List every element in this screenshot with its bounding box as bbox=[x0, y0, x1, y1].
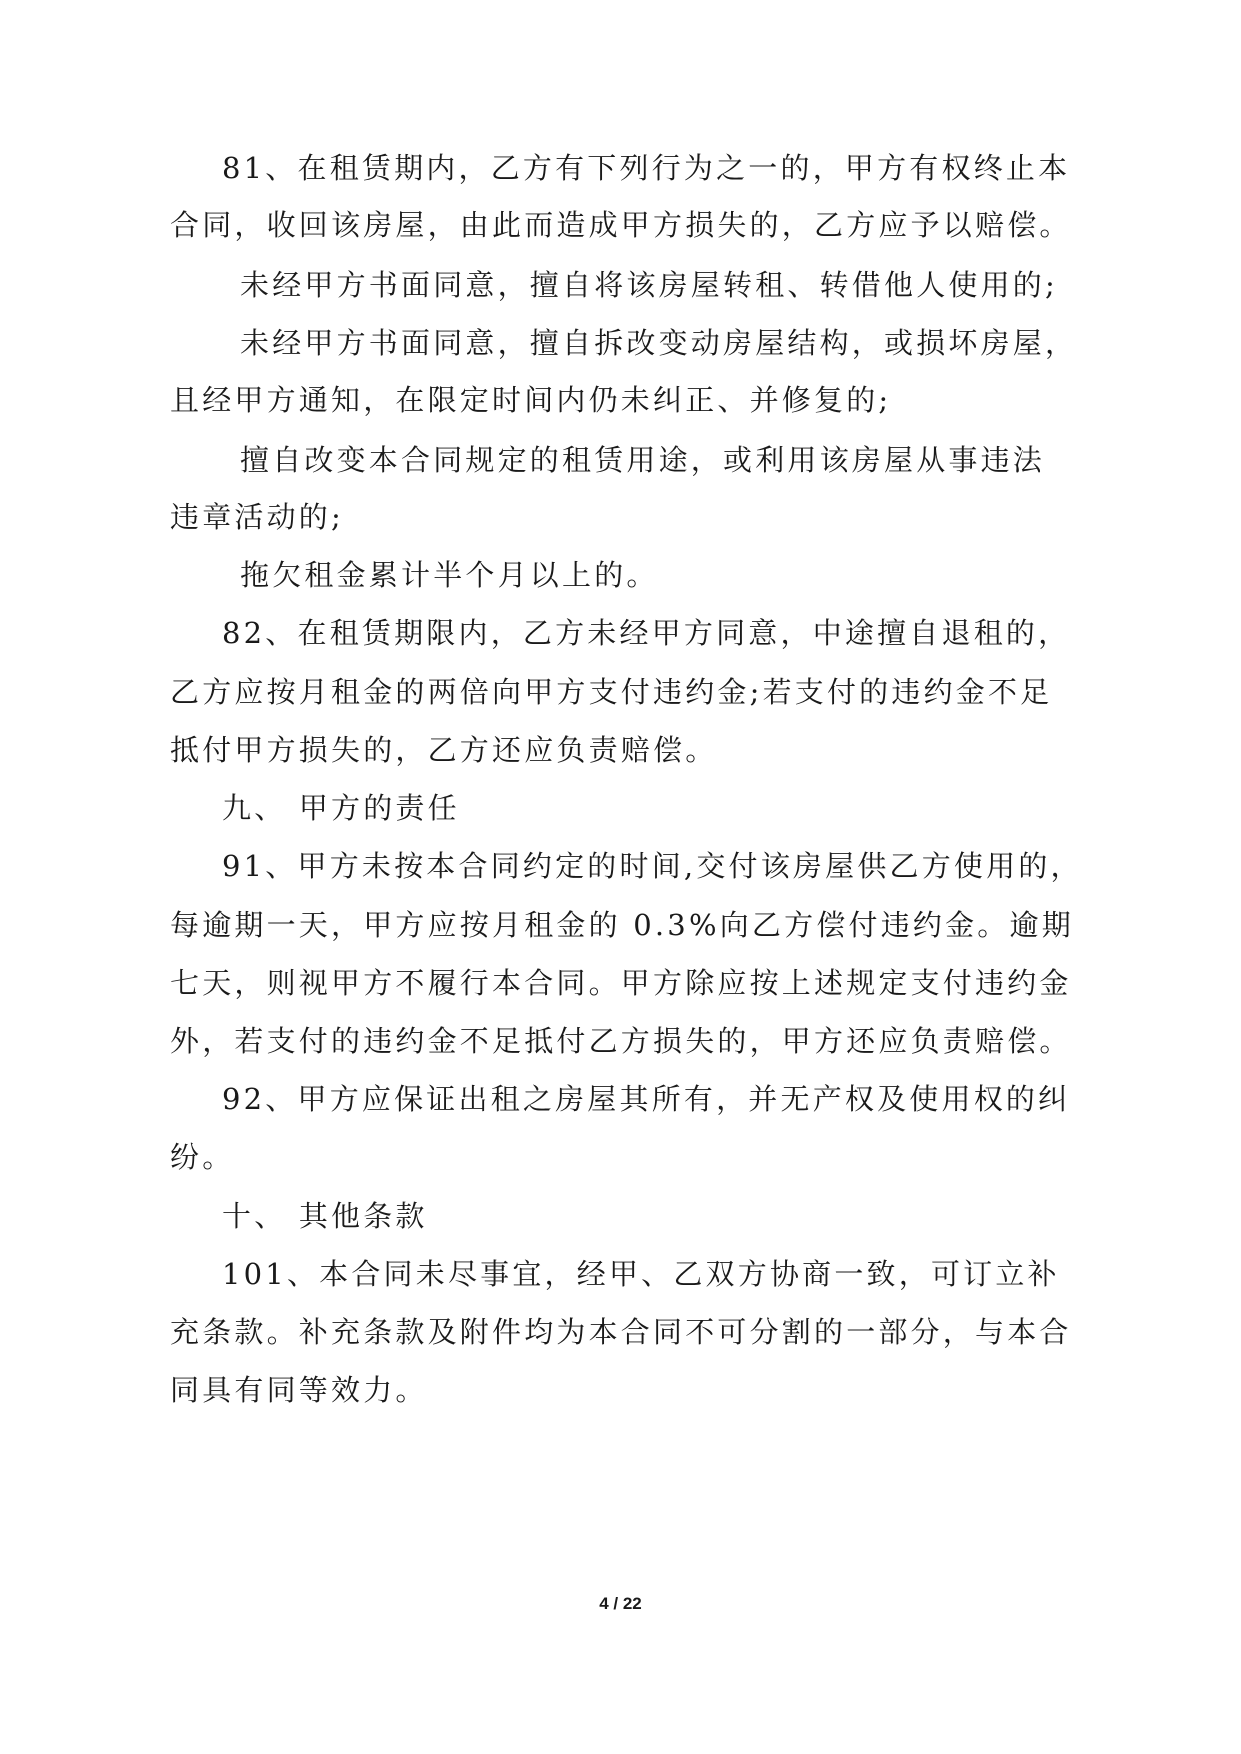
clause-92-line-2: 纷。 bbox=[170, 1140, 235, 1174]
clause-81-item-1: 未经甲方书面同意，擅自将该房屋转租、转借他人使用的; bbox=[240, 268, 1058, 302]
clause-82-line-3: 抵付甲方损失的，乙方还应负责赔偿。 bbox=[170, 733, 718, 767]
clause-81-item-2-line-1: 未经甲方书面同意，擅自拆改变动房屋结构，或损坏房屋， bbox=[240, 326, 1078, 360]
clause-91-line-1: 91、甲方未按本合同约定的时间,交付该房屋供乙方使用的， bbox=[222, 849, 1083, 883]
clause-101-line-2: 充条款。补充条款及附件均为本合同不可分割的一部分，与本合 bbox=[170, 1315, 1072, 1349]
section-9-heading: 九、 甲方的责任 bbox=[222, 791, 460, 825]
clause-81-item-3-line-2: 违章活动的; bbox=[170, 500, 344, 534]
clause-82-line-2: 乙方应按月租金的两倍向甲方支付违约金;若支付的违约金不足 bbox=[170, 675, 1053, 709]
clause-101-line-3: 同具有同等效力。 bbox=[170, 1373, 428, 1407]
clause-101-line-1: 101、本合同未尽事宜，经甲、乙双方协商一致，可订立补 bbox=[222, 1257, 1060, 1291]
clause-82-line-1: 82、在租赁期限内，乙方未经甲方同意，中途擅自退租的， bbox=[222, 616, 1071, 650]
clause-81-item-4: 拖欠租金累计半个月以上的。 bbox=[240, 558, 659, 592]
page-number: 4 / 22 bbox=[599, 1594, 642, 1613]
section-10-heading: 十、 其他条款 bbox=[222, 1199, 428, 1233]
clause-91-line-4: 外，若支付的违约金不足抵付乙方损失的，甲方还应负责赔偿。 bbox=[170, 1024, 1072, 1058]
clause-91-line-3: 七天，则视甲方不履行本合同。甲方除应按上述规定支付违约金 bbox=[170, 966, 1072, 1000]
clause-91-line-2: 每逾期一天，甲方应按月租金的 0.3%向乙方偿付违约金。逾期 bbox=[170, 908, 1074, 942]
clause-81-line-2: 合同，收回该房屋，由此而造成甲方损失的，乙方应予以赔偿。 bbox=[170, 208, 1072, 242]
clause-81-item-2-line-2: 且经甲方通知，在限定时间内仍未纠正、并修复的; bbox=[170, 383, 892, 417]
clause-92-line-1: 92、甲方应保证出租之房屋其所有，并无产权及使用权的纠 bbox=[222, 1082, 1071, 1116]
clause-81-line-1: 81、在租赁期内，乙方有下列行为之一的，甲方有权终止本 bbox=[222, 151, 1071, 185]
clause-81-item-3-line-1: 擅自改变本合同规定的租赁用途，或利用该房屋从事违法 bbox=[240, 443, 1046, 477]
